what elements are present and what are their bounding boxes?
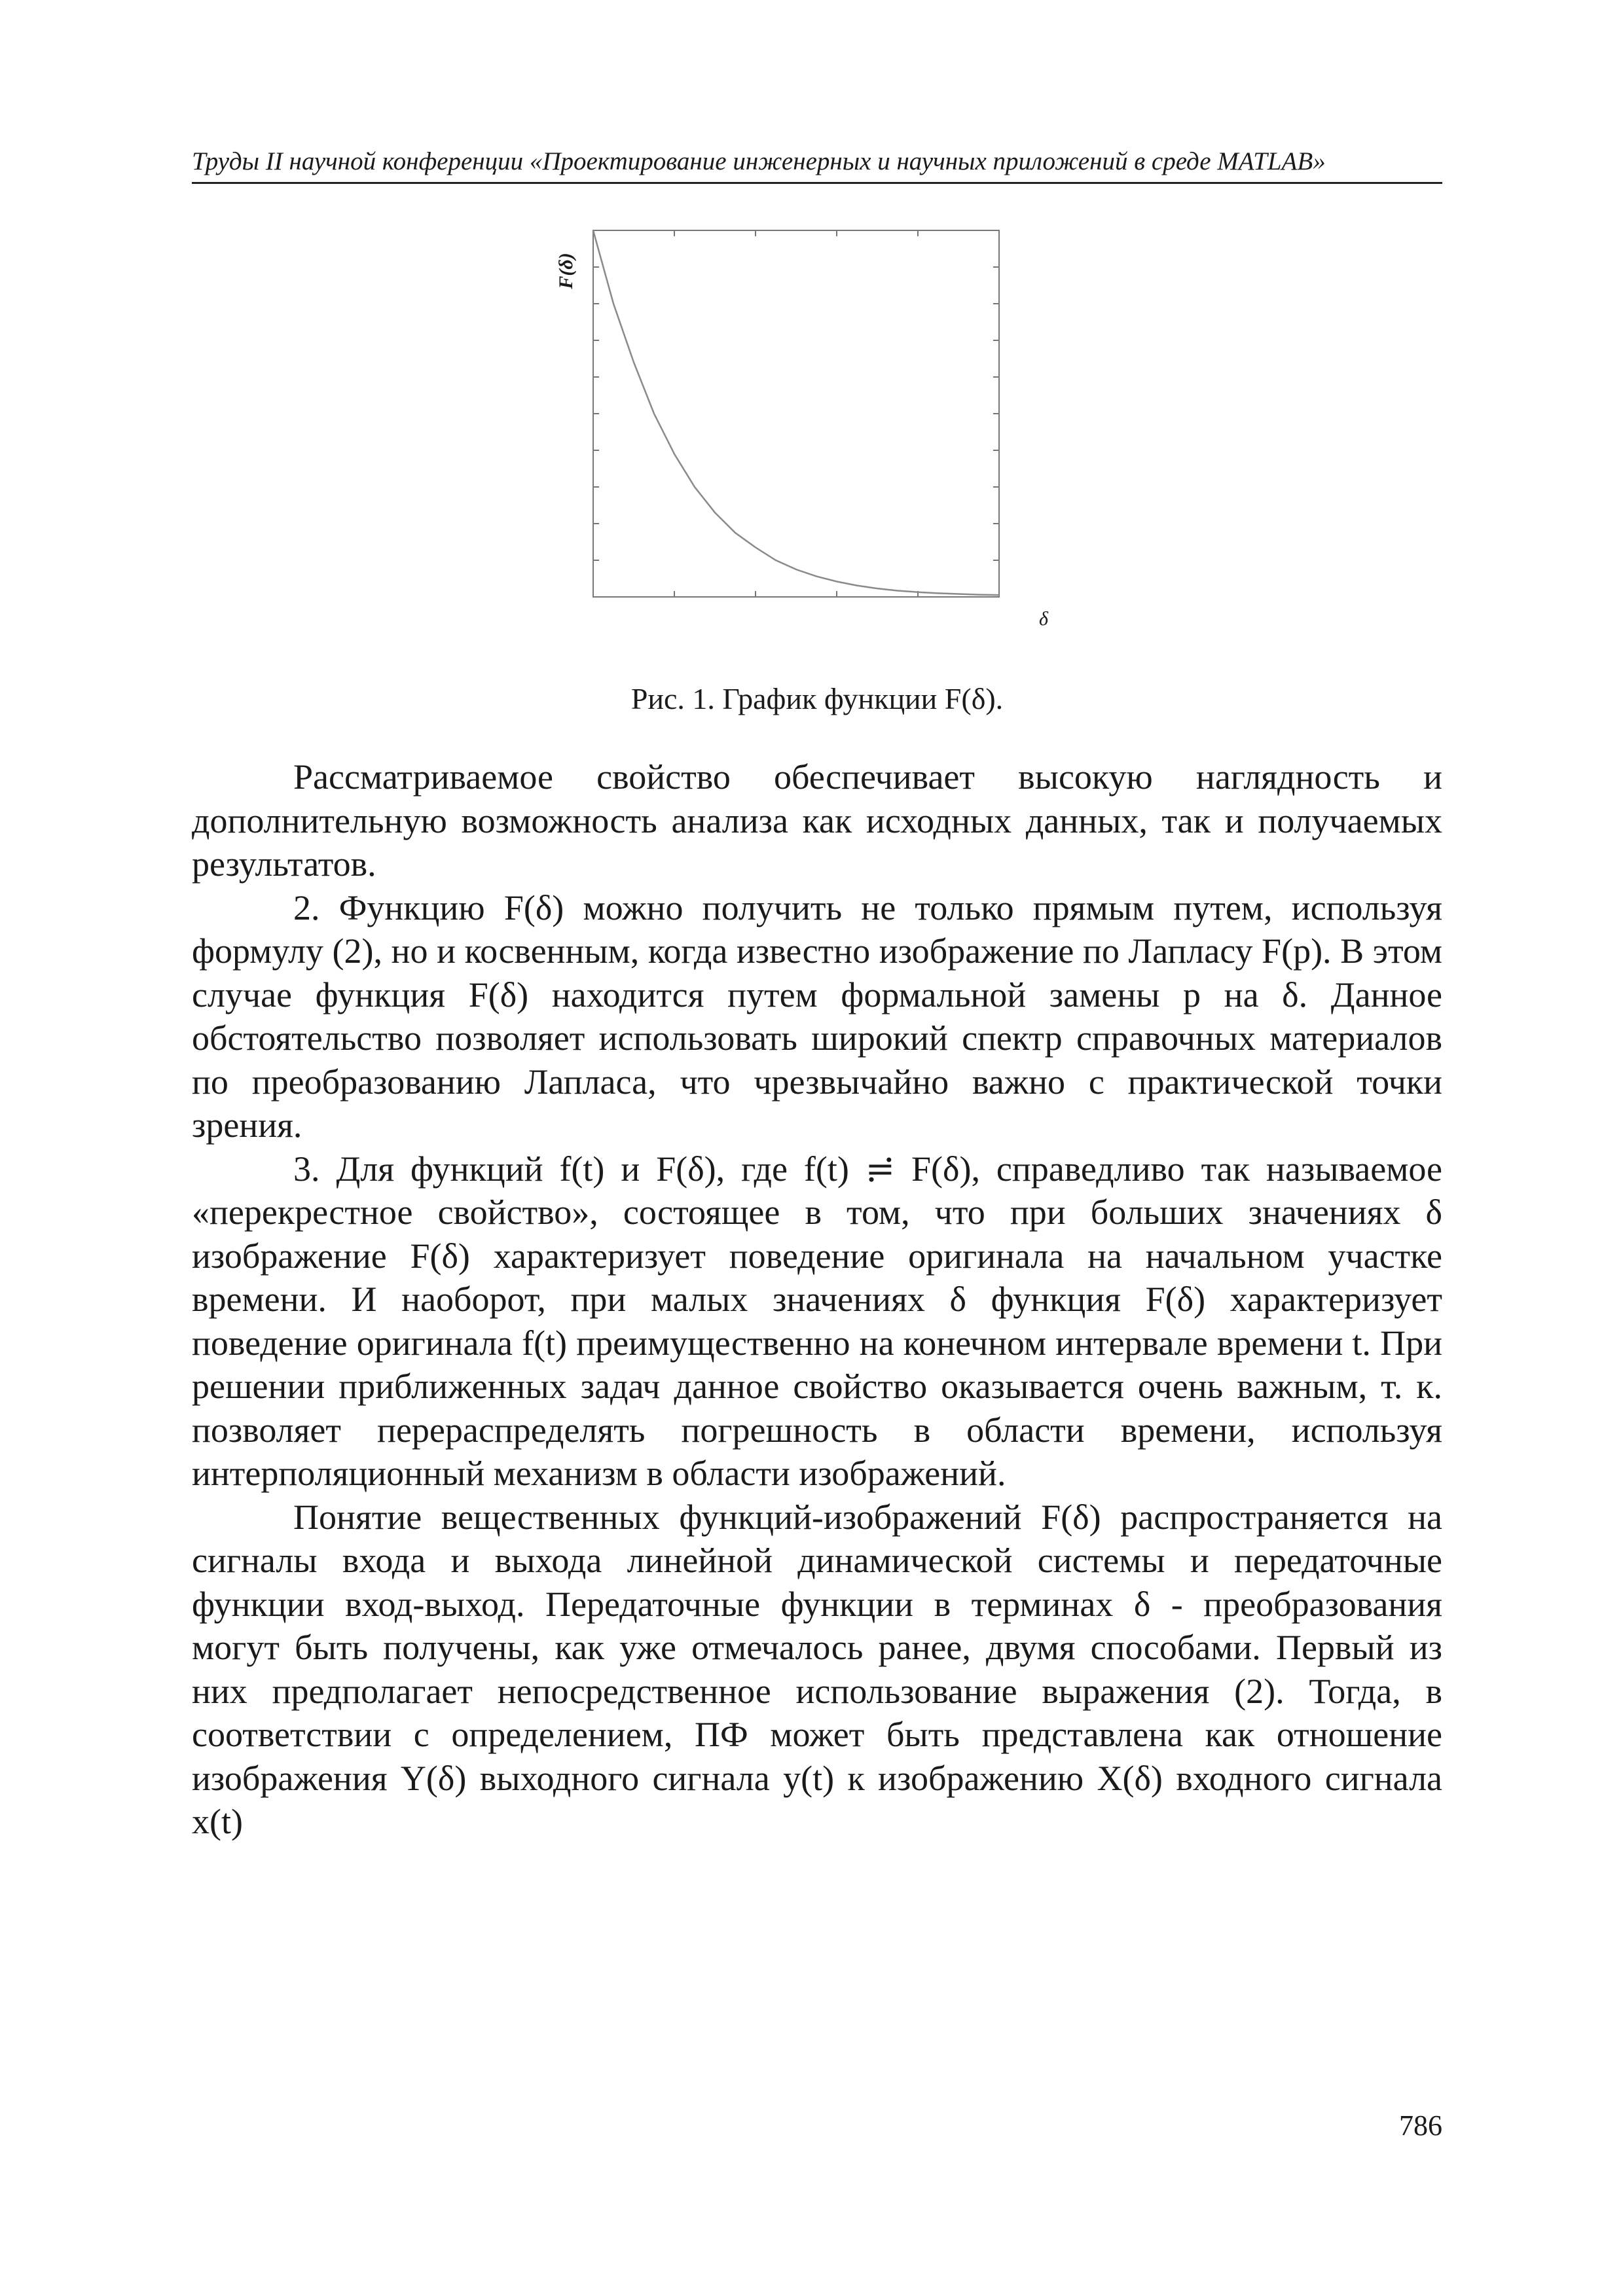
page-number: 786 — [1399, 2109, 1442, 2142]
paragraph-4: Понятие вещественных функций-изображений F(δ) распространяется на сигналы входа и выхода линейной динамической системы и передаточные функции вход-выход. Передаточные функции в терминах δ - преобразования могут быть получены, как уже отмечалось ранее, двумя способами. Первый из них предполагает непосредственное использование выражения (2). Тогда, в соответствии с определением, ПФ может быть представлена как отношение изображения Y(δ) выходного сигнала y(t) к изображению X(δ) входного сигнала x(t) — [192, 1497, 1442, 1841]
running-header: Труды II научной конференции «Проектирование инженерных и научных приложений в среде MATLAB» — [192, 145, 1442, 184]
figure-plot — [543, 216, 1067, 635]
plot-svg — [543, 216, 1067, 635]
series-line-F-delta — [593, 230, 999, 595]
paragraph-2: 2. Функцию F(δ) можно получить не только прямым путем, используя формулу (2), но и косвенным, когда известно изображение по Лапласу F(p). В этом случае функция F(δ) находится путем формальной замены p на δ. Данное обстоятельство позволяет использовать широкий спектр справочных материалов по преобразованию Лапласа, что чрезвычайно важно с практической точки зрения. — [192, 888, 1442, 1145]
paragraph-1: Рассматриваемое свойство обеспечивает высокую наглядность и дополнительную возможность анализа как исходных данных, так и получаемых результатов. — [192, 757, 1442, 884]
body-text — [192, 755, 1442, 1844]
paragraph-3: 3. Для функций f(t) и F(δ), где f(t) ≓ F(δ), справедливо так называемое «перекрестное свойство», состоящее в том, что при больших значениях δ изображение F(δ) характеризует поведение оригинала на начальном участке времени. И наоборот, при малых значениях δ функция F(δ) характеризует поведение оригинала f(t) преимущественно на конечном интервале времени t. При решении приближенных задач данное свойство оказывается очень важным, т. к. позволяет перераспределять погрешность в области времени, используя интерполяционный механизм в области изображений. — [192, 1149, 1442, 1493]
y-axis-label: F(δ) — [555, 253, 577, 289]
figure-caption: Рис. 1. График функции F(δ). — [630, 682, 1004, 715]
x-axis-label: δ — [1039, 608, 1048, 630]
